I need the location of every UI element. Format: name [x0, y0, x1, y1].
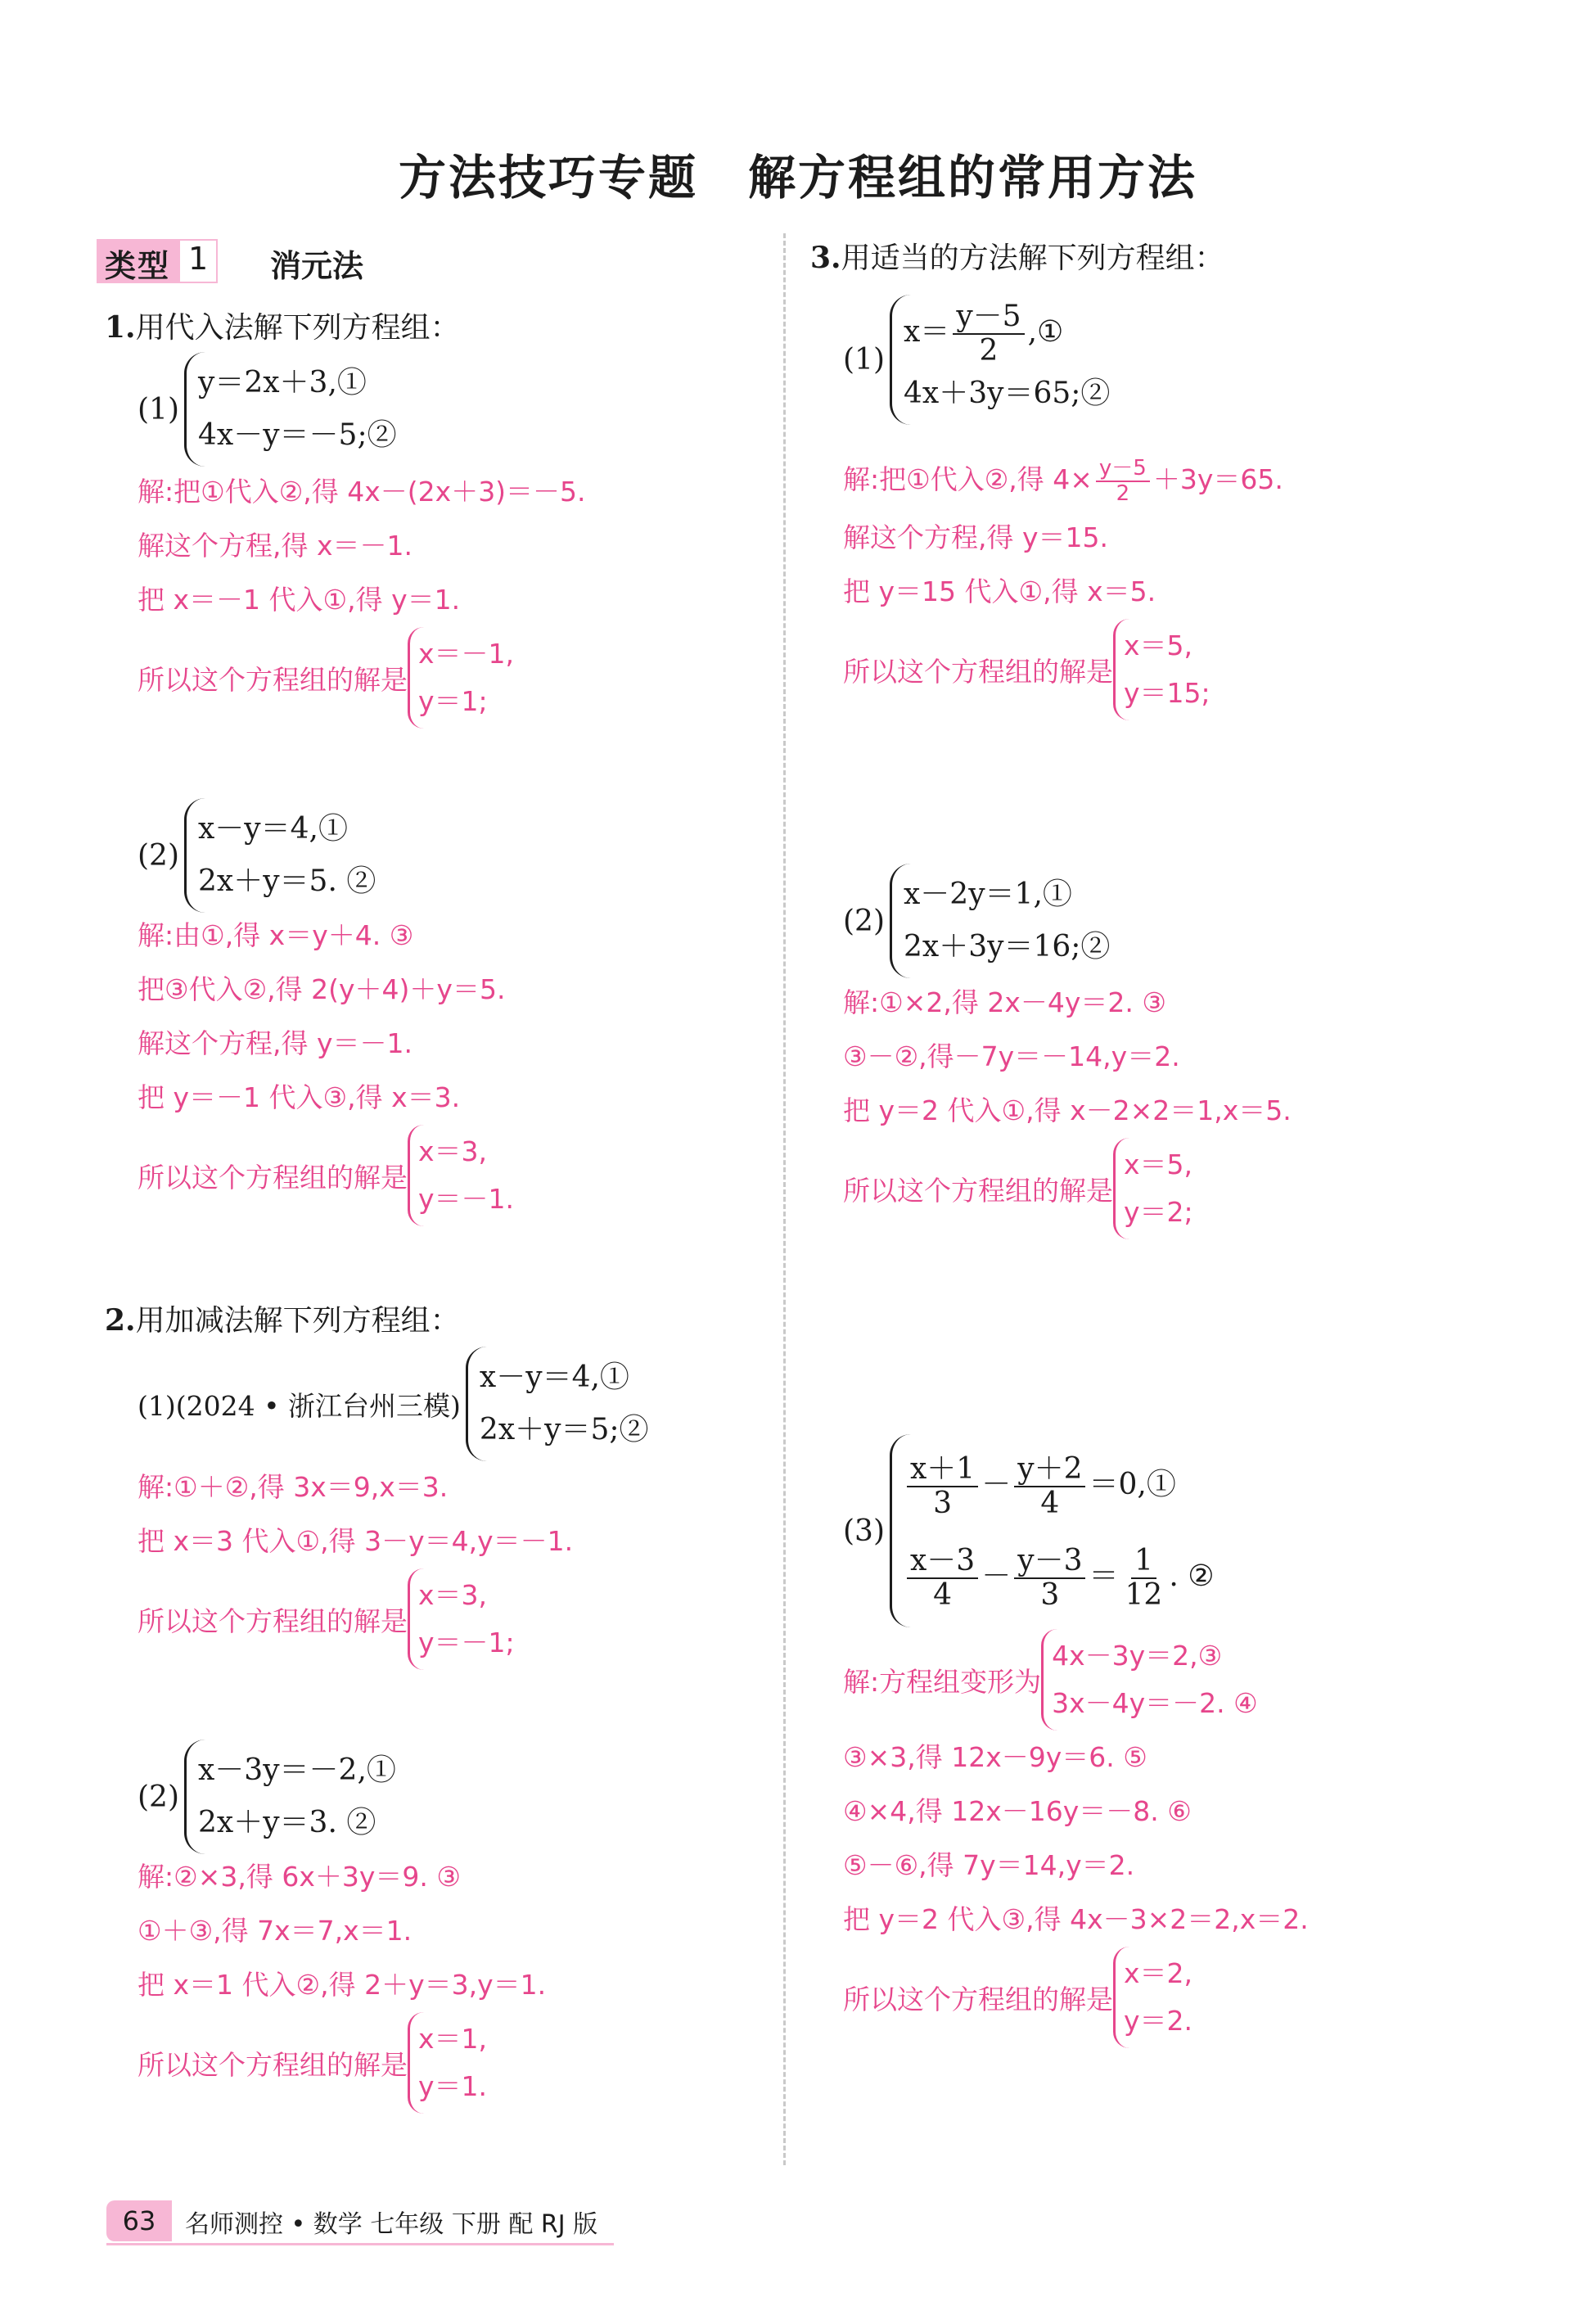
answer-line: x＝3,	[418, 1135, 488, 1167]
q1-p2-solution	[138, 909, 514, 1226]
answer-line: y＝2;	[1124, 1196, 1193, 1228]
answer-line: x＝5,	[1124, 1148, 1193, 1180]
answer-label: 所以这个方程组的解是	[138, 1161, 408, 1194]
q2-p1-eq2: 2x＋y＝5;②	[479, 1413, 649, 1446]
fraction	[1014, 1453, 1085, 1519]
footer-text: 名师测控 • 数学 七年级 下册 配 RJ 版	[185, 2210, 598, 2239]
q3-p3-solution	[843, 1629, 1309, 2048]
solution-line: 解这个方程,得 y＝15.	[843, 521, 1108, 553]
column-divider	[783, 233, 786, 2165]
solution-line: ⑤－⑥,得 7y＝14,y＝2.	[843, 1849, 1135, 1881]
fraction	[1014, 1545, 1085, 1611]
equals-sign: ＝	[1089, 1559, 1119, 1593]
fraction-numerator: y＋2	[1014, 1453, 1085, 1487]
answer-line: y＝15;	[1124, 677, 1211, 709]
solution-line: 把 y＝－1 代入③,得 x＝3.	[138, 1081, 461, 1113]
q3-p2-eq2: 2x＋3y＝16;②	[904, 930, 1111, 963]
q1-p1-solution	[138, 465, 586, 729]
question-2-text: 用加减法解下列方程组：	[135, 1304, 460, 1338]
solution-line: ④×4,得 12x－16y＝－8. ⑥	[843, 1795, 1192, 1827]
question-3-number: 3.	[810, 241, 841, 275]
solution-line	[843, 449, 1283, 511]
q1-p2-answer	[138, 1125, 514, 1226]
question-3-text: 用适当的方法解下列方程组：	[841, 241, 1224, 275]
answer-label: 所以这个方程组的解是	[843, 1983, 1113, 2015]
q3-p1-sol1-post: ＋3y＝65.	[1152, 463, 1283, 495]
fraction-denominator: 4	[1040, 1487, 1060, 1520]
answer-brace	[408, 627, 514, 729]
fraction-numerator: x＋1	[907, 1453, 978, 1487]
fraction-denominator: 4	[933, 1578, 953, 1612]
solution-line: 解这个方程,得 x＝－1.	[138, 530, 413, 562]
q3-p2-label: (2)	[843, 904, 885, 938]
page-title: 方法技巧专题 解方程组的常用方法	[398, 150, 1197, 205]
transform-brace	[1041, 1629, 1258, 1731]
q2-p2-solution	[138, 1850, 546, 2114]
answer-line: x＝5,	[1124, 630, 1193, 661]
answer-line: x＝1,	[418, 2023, 488, 2055]
answer-brace	[1113, 619, 1211, 720]
q2-p1-solution	[138, 1460, 573, 1670]
transform-line: 3x－4y＝－2. ④	[1052, 1687, 1258, 1719]
q1-p1-brace	[184, 352, 397, 467]
q2-p2-system	[138, 1740, 396, 1854]
fraction-denominator: 3	[1040, 1578, 1060, 1612]
answer-brace	[408, 1125, 514, 1226]
answer-line: x＝2,	[1124, 1957, 1193, 1989]
q3-p3-brace	[890, 1434, 1214, 1627]
solution-line: ③×3,得 12x－9y＝6. ⑤	[843, 1741, 1147, 1773]
q2-p1-label: (1)(2024 • 浙江台州三模)	[138, 1389, 461, 1422]
solution-line: 解这个方程,得 y＝－1.	[138, 1027, 413, 1059]
solution-line: 把 y＝2 代入①,得 x－2×2＝1,x＝5.	[843, 1094, 1292, 1126]
fraction-denominator: 12	[1125, 1578, 1163, 1612]
solution-line: 把③代入②,得 2(y＋4)＋y＝5.	[138, 973, 506, 1005]
q3-p3-label: (3)	[843, 1514, 885, 1548]
transform-line: 4x－3y＝2,③	[1052, 1640, 1223, 1672]
answer-line: x＝－1,	[418, 638, 515, 670]
fraction-numerator: y－5	[1096, 457, 1150, 482]
answer-label: 所以这个方程组的解是	[138, 1604, 408, 1637]
answer-line: y＝1;	[418, 685, 488, 717]
fraction	[1122, 1545, 1166, 1611]
q3-p3-eq2	[904, 1531, 1214, 1622]
q3-p3-answer	[843, 1947, 1309, 2048]
answer-label: 所以这个方程组的解是	[843, 1174, 1113, 1207]
q3-p3-system	[843, 1434, 1214, 1627]
solution-line: 解:②×3,得 6x＋3y＝9. ③	[138, 1861, 461, 1893]
footer-line	[106, 2243, 614, 2245]
question-3-heading	[810, 235, 1224, 277]
q3-p1-label: (1)	[843, 342, 885, 377]
answer-brace	[1113, 1138, 1193, 1239]
fraction-denominator: 2	[979, 334, 999, 368]
section-badge	[97, 239, 218, 283]
q3-p1-eq1-post: ,①	[1027, 315, 1064, 349]
q3-p2-answer	[843, 1138, 1292, 1239]
answer-label: 所以这个方程组的解是	[138, 663, 408, 696]
q3-p1-eq1	[904, 300, 1110, 368]
solution-line: 解:①×2,得 2x－4y＝2. ③	[843, 986, 1166, 1018]
answer-line: y＝－1;	[418, 1627, 515, 1658]
q2-p1-system	[138, 1347, 649, 1461]
answer-label: 所以这个方程组的解是	[843, 655, 1113, 688]
solution-line: ①＋③,得 7x＝7,x＝1.	[138, 1915, 413, 1947]
badge-label: 类型	[97, 239, 178, 283]
answer-brace	[1113, 1947, 1192, 2048]
q3-p1-brace	[890, 295, 1110, 425]
q3-p1-eq2: 4x＋3y＝65;②	[904, 376, 1111, 410]
q3-p2-solution	[843, 976, 1292, 1239]
minus-sign: －	[981, 1468, 1012, 1501]
q2-p2-label: (2)	[138, 1780, 179, 1814]
q3-p2-eq1: x－2y＝1,①	[904, 878, 1072, 911]
q1-p2-brace	[184, 798, 376, 913]
q2-p2-answer	[138, 2012, 546, 2114]
q3-p3-transformed-system	[843, 1629, 1309, 1731]
answer-brace	[408, 1568, 515, 1670]
question-2-number: 2.	[105, 1303, 136, 1338]
q3-p3-eq2-post: . ②	[1169, 1559, 1215, 1593]
q1-p2-eq2: 2x＋y＝5. ②	[198, 864, 376, 898]
answer-line: y＝－1.	[418, 1183, 515, 1215]
transform-label: 解:方程组变形为	[843, 1665, 1042, 1698]
answer-line: y＝2.	[1124, 2005, 1193, 2037]
q1-p2-eq1: x－y＝4,①	[198, 812, 348, 846]
fraction	[907, 1545, 978, 1611]
q1-p1-eq2: 4x－y＝－5;②	[198, 418, 397, 452]
page-number: 63	[106, 2200, 172, 2241]
fraction-numerator: y－3	[1014, 1545, 1085, 1579]
question-2-heading	[105, 1297, 460, 1339]
answer-line: y＝1.	[418, 2070, 488, 2102]
q2-p2-brace	[184, 1740, 396, 1854]
fraction-numerator: x－3	[907, 1545, 978, 1579]
question-1-heading	[105, 305, 460, 346]
q3-p3-eq1-post: ＝0,①	[1089, 1468, 1176, 1501]
answer-brace	[408, 2012, 487, 2114]
solution-line: 解:①＋②,得 3x＝9,x＝3.	[138, 1471, 449, 1503]
q3-p1-eq1-pre: x＝	[904, 315, 950, 349]
q2-p2-eq1: x－3y＝－2,①	[198, 1753, 396, 1787]
q3-p2-brace	[890, 864, 1110, 978]
fraction-numerator: y－5	[953, 300, 1024, 335]
q1-p1-eq1: y＝2x＋3,①	[198, 366, 367, 399]
q1-p1-system	[138, 352, 397, 467]
q2-p2-eq2: 2x＋y＝3. ②	[198, 1806, 376, 1839]
q2-p1-answer	[138, 1568, 573, 1670]
answer-label: 所以这个方程组的解是	[138, 2048, 408, 2081]
fraction	[907, 1453, 978, 1519]
q3-p2-system	[843, 864, 1110, 978]
q2-p1-eq1: x－y＝4,①	[479, 1361, 629, 1394]
solution-line: 解:由①,得 x＝y＋4. ③	[138, 919, 414, 951]
answer-line: x＝3,	[418, 1579, 488, 1611]
solution-line: 解:把①代入②,得 4x－(2x＋3)＝－5.	[138, 476, 586, 508]
minus-sign: －	[981, 1559, 1012, 1593]
solution-line: 把 x＝3 代入①,得 3－y＝4,y＝－1.	[138, 1525, 574, 1557]
fraction	[953, 300, 1024, 367]
section-title: 消元法	[270, 248, 364, 284]
q3-p1-system	[843, 295, 1110, 425]
solution-line: ③－②,得－7y＝－14,y＝2.	[843, 1040, 1180, 1072]
solution-line: 把 x＝1 代入②,得 2＋y＝3,y＝1.	[138, 1969, 547, 2001]
solution-line: 把 y＝2 代入③,得 4x－3×2＝2,x＝2.	[843, 1903, 1309, 1935]
fraction-denominator: 2	[1116, 481, 1130, 506]
q1-p1-answer	[138, 627, 586, 729]
fraction	[1096, 457, 1150, 505]
q3-p3-eq1	[904, 1439, 1214, 1531]
q1-p2-system	[138, 798, 376, 913]
q3-p1-answer	[843, 619, 1283, 720]
question-1-number: 1.	[105, 310, 136, 345]
q1-p2-label: (2)	[138, 838, 179, 873]
badge-number: 1	[178, 239, 218, 283]
fraction-numerator: 1	[1131, 1545, 1156, 1579]
q2-p1-brace	[466, 1347, 649, 1461]
fraction-denominator: 3	[933, 1487, 953, 1520]
q3-p1-solution	[843, 449, 1283, 720]
q3-p1-sol1-pre: 解:把①代入②,得 4×	[843, 463, 1093, 495]
question-1-text: 用代入法解下列方程组：	[135, 311, 460, 345]
solution-line: 把 x＝－1 代入①,得 y＝1.	[138, 584, 461, 616]
solution-line: 把 y＝15 代入①,得 x＝5.	[843, 575, 1156, 607]
q1-p1-label: (1)	[138, 392, 179, 426]
